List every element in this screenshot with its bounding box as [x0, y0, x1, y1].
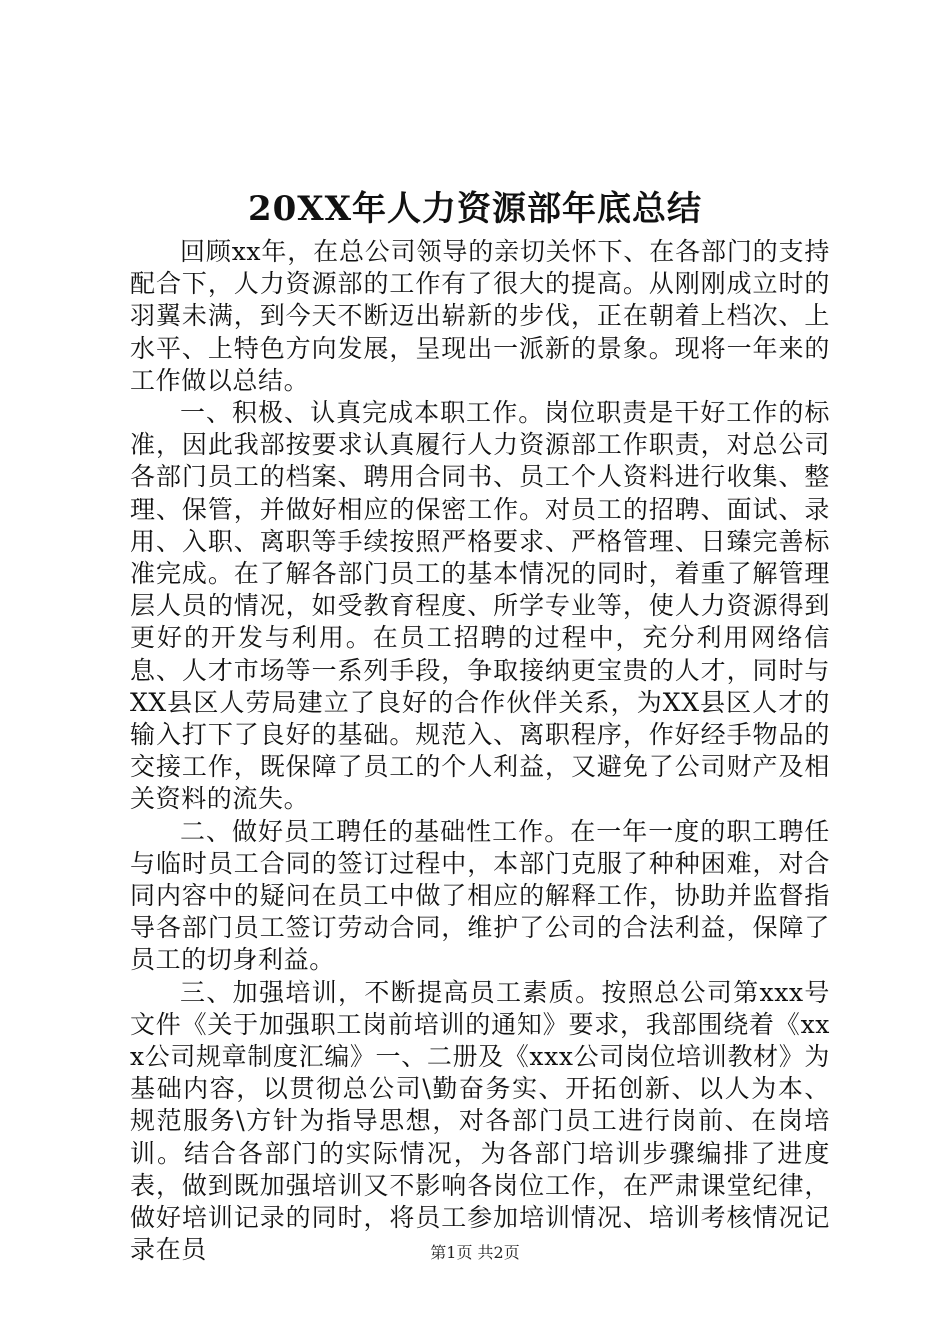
page-number-footer: 第1页 共2页	[430, 1243, 520, 1262]
document-title: 20XX年人力资源部年底总结	[247, 189, 703, 229]
paragraph-section-1: 一、积极、认真完成本职工作。岗位职责是干好工作的标准，因此我部按要求认真履行人力资源部工作职责，对总公司各部门员工的档案、聘用合同书、员工个人资料进行收集、整理、保管，并做好相应的保密工作。对员工的招聘、面试、录用、入职、离职等手续按照严格要求、严格管理、日臻完善标准完成。在了解各部门员工的基本情况的同时，着重了解管理层人员的情况，如受教育程度、所学专业等，使人力资源得到更好的开发与利用。在员工招聘的过程中，充分利用网络信息、人才市场等一系列手段，争取接纳更宝贵的人才，同时与XX县区人劳局建立了良好的合作伙伴关系，为XX县区人才的输入打下了良好的基础。规范入、离职程序，作好经手物品的交接工作，既保障了员工的个人利益，又避免了公司财产及相关资料的流失。	[130, 398, 830, 814]
paragraph-section-2: 二、做好员工聘任的基础性工作。在一年一度的职工聘任与临时员工合同的签订过程中，本部门克服了种种困难，对合同内容中的疑问在员工中做了相应的解释工作，协助并监督指导各部门员工签订劳动合同，维护了公司的合法利益，保障了员工的切身利益。	[130, 816, 830, 975]
document-body	[130, 236, 830, 1267]
paragraph-section-3: 三、加强培训，不断提高员工素质。按照总公司第xxx号文件《关于加强职工岗前培训的通知》要求，我部围绕着《xxx公司规章制度汇编》一、二册及《xxx公司岗位培训教材》为基础内容，以贯彻总公司\勤奋务实、开拓创新、以人为本、规范服务\方针为指导思想，对各部门员工进行岗前、在岗培训。结合各部门的实际情况，为各部门培训步骤编排了进度表，做到既加强培训又不影响各岗位工作，在严肃课堂纪律，做好培训记录的同时，将员工参加培训情况、培训考核情况记录在员	[130, 977, 830, 1265]
paragraph-intro: 回顾xx年，在总公司领导的亲切关怀下、在各部门的支持配合下，人力资源部的工作有了很大的提高。从刚刚成立时的羽翼未满，到今天不断迈出崭新的步伐，正在朝着上档次、上水平、上特色方向发展，呈现出一派新的景象。现将一年来的工作做以总结。	[130, 237, 830, 395]
